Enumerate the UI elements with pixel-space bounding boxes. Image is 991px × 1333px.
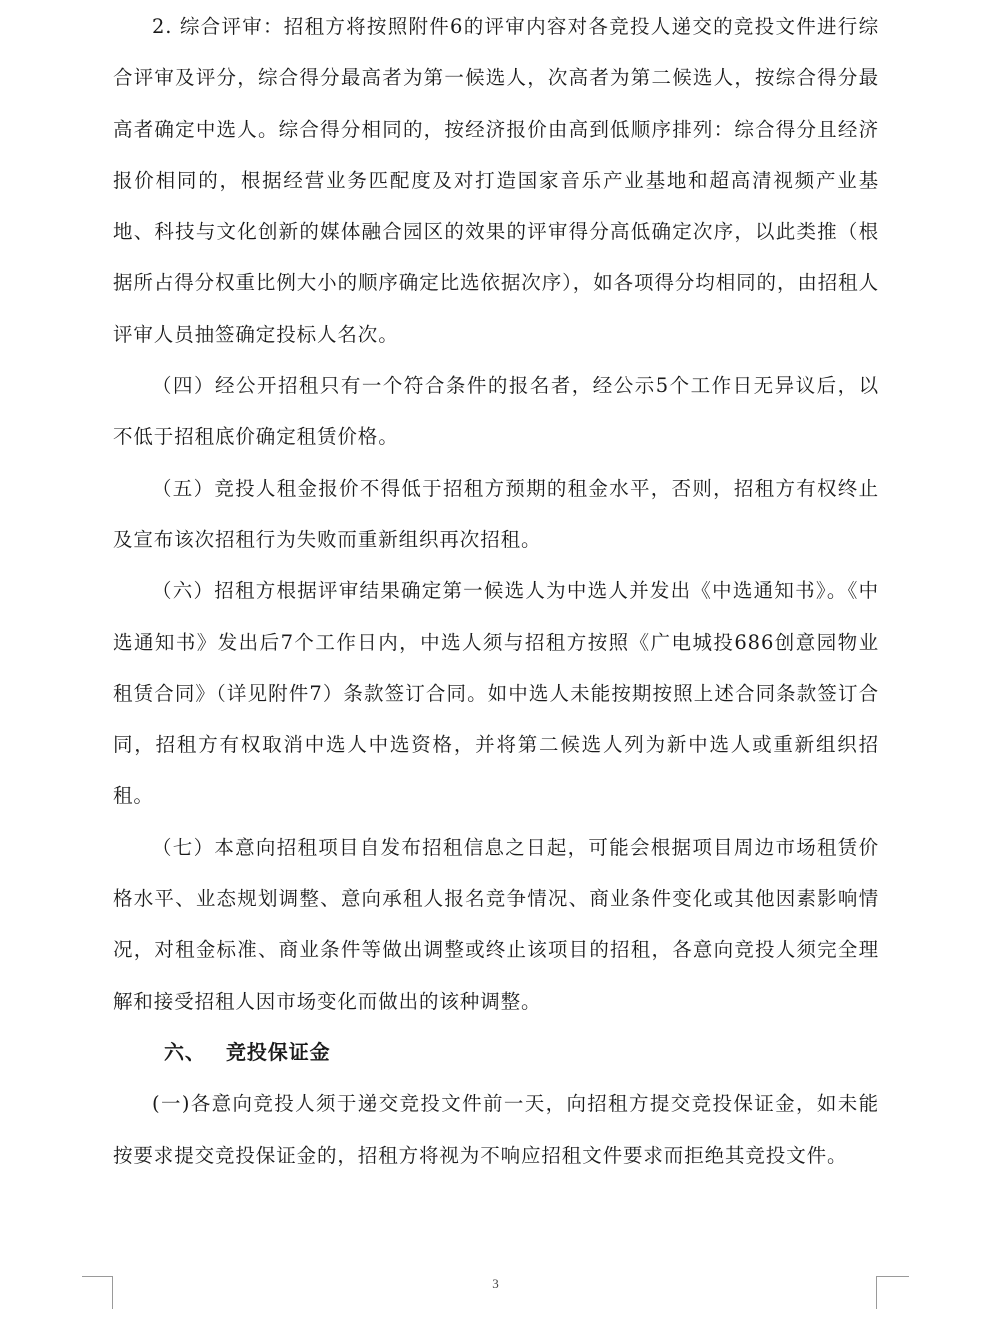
paragraph-comprehensive-review: 2. 综合评审：招租方将按照附件6的评审内容对各竞投人递交的竞投文件进行综合评审及评分，综合得分最高者为第一候选人，次高者为第二候选人，按综合得分最高者确定中选人。综合得分相同的，按经济报价由高到低顺序排列：综合得分且经济报价相同的，根据经营业务匹配度及对打造国家音乐产业基地和超高清视频产业基地、科技与文化创新的媒体融合园区的效果的评审得分高低确定次序，以此类推（根据所占得分权重比例大小的顺序确定比选依据次序），如各项得分均相同的，由招租人评审人员抽签确定投标人名次。 — [113, 15, 879, 346]
page-number: 3 — [492, 1276, 499, 1291]
paragraph-item-5: （五）竞投人租金报价不得低于招租方预期的租金水平，否则，招租方有权终止及宣布该次招租行为失败而重新组织再次招租。 — [113, 476, 879, 551]
paragraph-item-7: （七）本意向招租项目自发布招租信息之日起，可能会根据项目周边市场租赁价格水平、业态规划调整、意向承租人报名竞争情况、商业条件变化或其他因素影响情况，对租金标准、商业条件等做出调整或终止该项目的招租，各意向竞投人须完全理解和接受招租人因市场变化而做出的该种调整。 — [113, 835, 879, 1013]
paragraph-item-4: （四）经公开招租只有一个符合条件的报名者，经公示5个工作日无异议后，以不低于招租底价确定租赁价格。 — [113, 374, 879, 449]
paragraph-item-6: （六）招租方根据评审结果确定第一候选人为中选人并发出《中选通知书》。《中选通知书》发出后7个工作日内，中选人须与招租方按照《广电城投686创意园物业租赁合同》（详见附件7）条款签订合同。如中选人未能按期按照上述合同条款签订合同，招租方有权取消中选人中选资格，并将第二候选人列为新中选人或重新组织招租。 — [113, 579, 879, 808]
document-body — [113, 0, 879, 1181]
section-title: 竞投保证金 — [226, 1039, 331, 1064]
section-heading-deposit — [113, 1027, 879, 1078]
footer-corner-mark-right — [876, 1276, 909, 1309]
paragraph-deposit-1: (一)各意向竞投人须于递交竞投文件前一天，向招租方提交竞投保证金，如未能按要求提交竞投保证金的，招租方将视为不响应招租文件要求而拒绝其竞投文件。 — [113, 1092, 879, 1167]
section-number: 六、 — [164, 1039, 206, 1064]
